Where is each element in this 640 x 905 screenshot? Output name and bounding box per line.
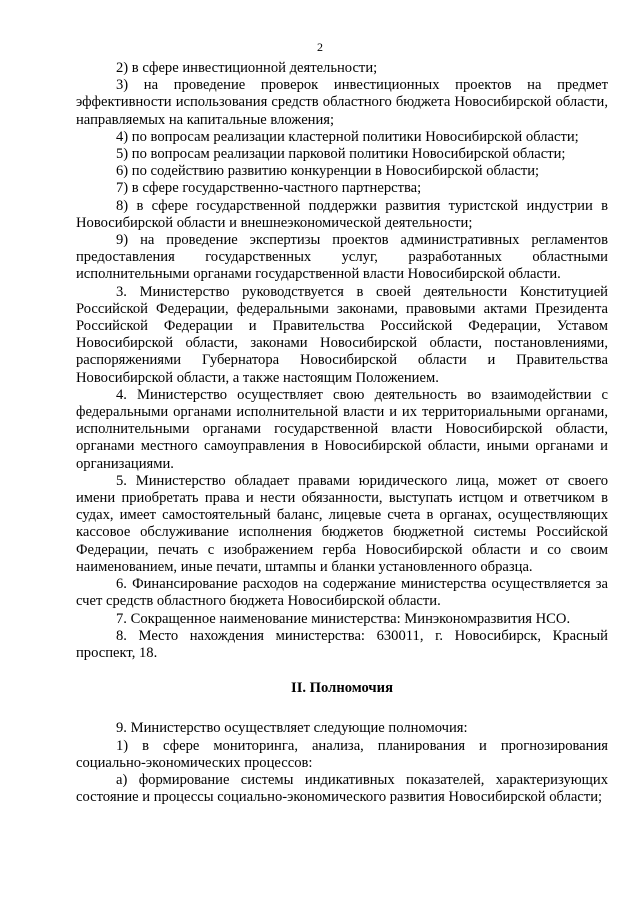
paragraph: 2) в сфере инвестиционной деятельности; — [116, 60, 378, 76]
paragraph: 8) в сфере государственной поддержки развития туристской индустрии в Новосибирской области и внешнеэкономической деятельности; — [76, 197, 608, 231]
page-number: 2 — [317, 40, 323, 54]
paragraph: а) формирование системы индикативных показателей, характеризующих состояние и процессы социально-экономического развития Новосибирской области; — [76, 771, 608, 806]
paragraph: 9. Министерство осуществляет следующие полномочия: — [116, 720, 468, 737]
paragraph: 4) по вопросам реализации кластерной политики Новосибирской области; — [116, 128, 579, 145]
paragraph: 4. Министерство осуществляет свою деятельность во взаимодействии с федеральными органами исполнительной власти и их территориальными органами, исполнительными органами государственной власти Новосибирской области, органами местного самоуправления в Новосибирской области, иными органами и организациями. — [76, 386, 608, 472]
paragraph: 5. Министерство обладает правами юридического лица, может от своего имени приобретать права и нести обязанности, выступать истцом и ответчиком в судах, имеет самостоятельный баланс, лицевые счета в органах, осуществляющих кассовое обслуживание исполнения бюджетов бюджетной системы Российской Федерации, печать с изображением герба Новосибирской области и со своим наименованием, иные печати, штампы и бланки установленного образца. — [76, 472, 608, 575]
paragraph: 6. Финансирование расходов на содержание министерства осуществляется за счет средств областного бюджета Новосибирской области. — [76, 576, 608, 610]
paragraph: 7) в сфере государственно-частного партнерства; — [116, 180, 422, 197]
paragraph: 3. Министерство руководствуется в своей деятельности Конституцией Российской Федерации, федеральными законами, правовыми актами Президента Российской Федерации и Правительства Российской Федерации, Уставом Новосибирской области, законами Новосибирской области, постановлениями, распоряжениями Губернатора Новосибирской области и Правительства Новосибирской области, а также настоящим Положением. — [76, 283, 608, 386]
paragraph: 9) на проведение экспертизы проектов административных регламентов предоставления государственных услуг, разработанных областными исполнительными органами государственной власти Новосибирской области. — [76, 232, 608, 283]
section-title: II. Полномочия — [291, 680, 393, 697]
paragraph: 5) по вопросам реализации парковой политики Новосибирской области; — [116, 146, 566, 163]
document-body — [76, 60, 608, 806]
paragraph: 6) по содействию развитию конкуренции в Новосибирской области; — [116, 163, 540, 180]
paragraph: 8. Место нахождения министерства: 630011, г. Новосибирск, Красный проспект, 18. — [76, 627, 608, 661]
paragraph: 7. Сокращенное наименование министерства: Минэкономразвития НСО. — [116, 610, 571, 627]
paragraph: 1) в сфере мониторинга, анализа, планирования и прогнозирования социально-экономических процессов: — [76, 737, 608, 771]
paragraph: 3) на проведение проверок инвестиционных проектов на предмет эффективности использования средств областного бюджета Новосибирской области, направляемых на капитальные вложения; — [76, 77, 608, 128]
